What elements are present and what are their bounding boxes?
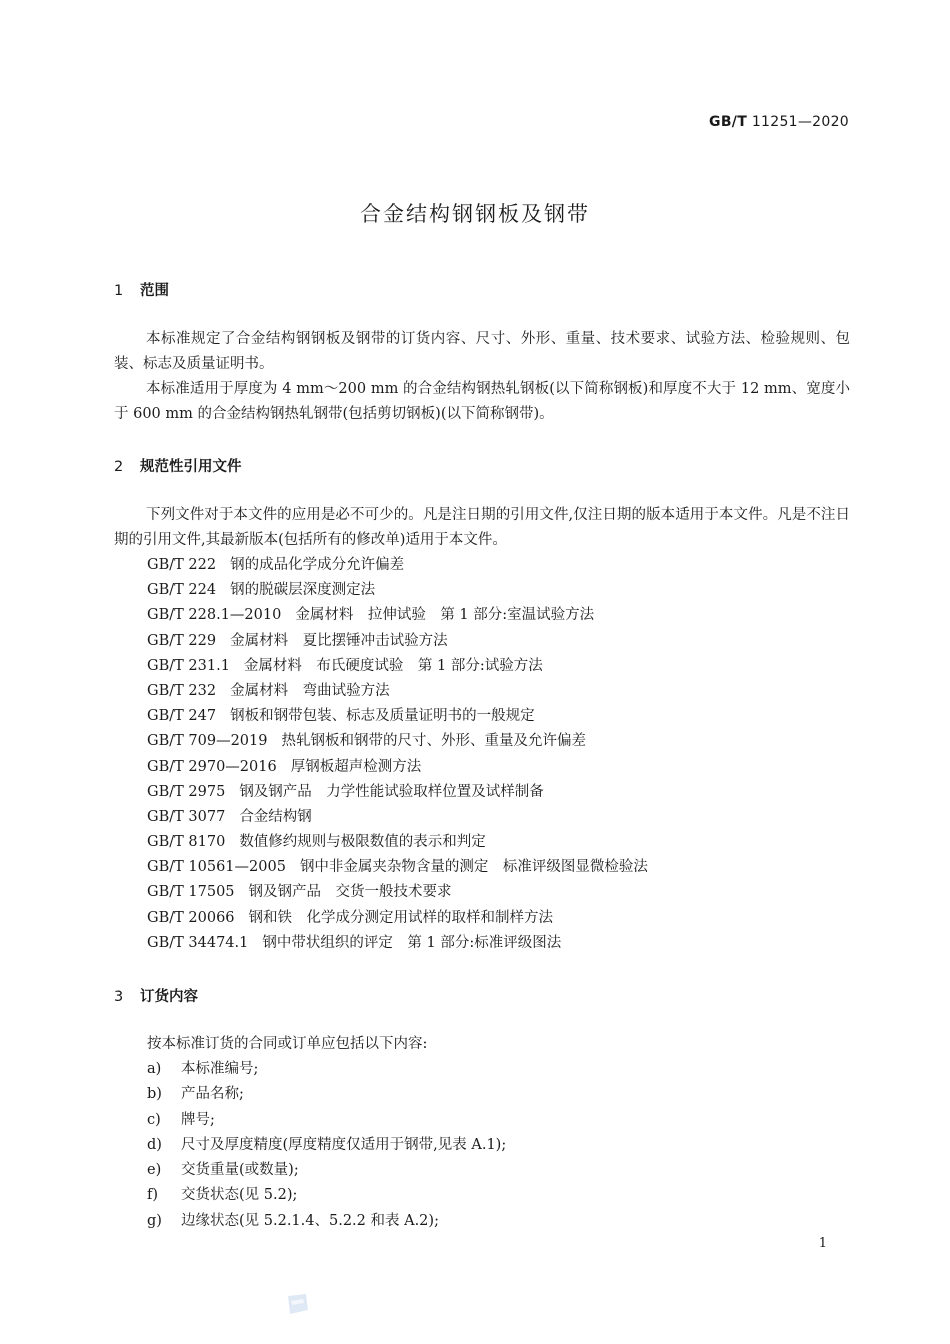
list-marker: e): [147, 1162, 162, 1179]
reference-item: [147, 553, 648, 578]
list-item: [147, 1082, 506, 1107]
reference-code: GB/T 229: [147, 632, 217, 649]
reference-title: 厚钢板超声检测方法: [290, 758, 422, 775]
section-3-heading: [114, 985, 198, 1006]
section-1-heading: [114, 279, 169, 300]
reference-code: GB/T 8170: [147, 834, 226, 851]
reference-code: GB/T 228.1—2010: [147, 607, 282, 624]
standard-code: [709, 114, 849, 130]
order-content-list: [147, 1057, 506, 1234]
reference-item: [147, 729, 648, 754]
reference-title: 钢中非金属夹杂物含量的测定 标准评级图显微检验法: [299, 859, 648, 876]
reference-item: [147, 755, 648, 780]
list-marker: a): [147, 1061, 162, 1077]
reference-code: GB/T 2970—2016: [147, 758, 277, 775]
section-number: 3: [114, 989, 124, 1005]
list-marker: d): [147, 1136, 162, 1153]
reference-code: GB/T 709—2019: [147, 733, 268, 750]
reference-title: 金属材料 弯曲试验方法: [230, 682, 390, 699]
standard-prefix: GB/T: [709, 114, 748, 130]
section-2-intro: 下列文件对于本文件的应用是必不可少的。凡是注日期的引用文件,仅注日期的版本适用于本文件。凡是不注日期的引用文件,其最新版本(包括所有的修改单)适用于本文件。: [114, 507, 850, 548]
page-number: 1: [818, 1236, 827, 1251]
reference-item: [147, 578, 648, 603]
reference-title: 热轧钢板和钢带的尺寸、外形、重量及允许偏差: [281, 733, 586, 750]
list-text: 交货重量(或数量);: [181, 1162, 299, 1179]
section-number: 1: [114, 283, 124, 299]
reference-item: [147, 880, 648, 905]
list-text: 产品名称;: [181, 1086, 244, 1103]
section-2-heading: [114, 455, 242, 476]
reference-code: GB/T 10561—2005: [147, 859, 286, 876]
list-item: [147, 1108, 506, 1133]
section-1-paragraph-2: 本标准适用于厚度为 4 mm～200 mm 的合金结构钢热轧钢板(以下简称钢板)和厚度不大于 12 mm、宽度小于 600 mm 的合金结构钢热轧钢带(包括剪切钢板)(以下简称钢带)。: [114, 381, 850, 422]
reference-item: [147, 906, 648, 931]
reference-title: 钢中带状组织的评定 第 1 部分:标准评级图法: [262, 934, 562, 951]
section-number: 2: [114, 459, 124, 475]
reference-item: [147, 679, 648, 704]
reference-item: [147, 805, 648, 830]
reference-title: 钢及钢产品 力学性能试验取样位置及试样制备: [239, 783, 544, 800]
reference-code: GB/T 34474.1: [147, 934, 249, 951]
reference-title: 合金结构钢: [239, 808, 312, 825]
section-title: 订货内容: [140, 989, 198, 1005]
reference-title: 金属材料 布氏硬度试验 第 1 部分:试验方法: [243, 657, 543, 674]
reference-title: 钢及钢产品 交货一般技术要求: [248, 884, 452, 901]
reference-code: GB/T 247: [147, 708, 217, 725]
reference-code: GB/T 2975: [147, 783, 226, 800]
list-text: 本标准编号;: [181, 1061, 259, 1077]
list-marker: g): [147, 1212, 162, 1229]
reference-code: GB/T 224: [147, 582, 217, 599]
list-item: [147, 1057, 506, 1082]
list-text: 边缘状态(见 5.2.1.4、5.2.2 和表 A.2);: [181, 1212, 439, 1229]
standard-number: 11251—2020: [751, 114, 849, 130]
list-text: 尺寸及厚度精度(厚度精度仅适用于钢带,见表 A.1);: [181, 1136, 507, 1153]
reference-item: [147, 654, 648, 679]
list-item: [147, 1183, 506, 1208]
reference-item: [147, 780, 648, 805]
list-marker: c): [147, 1111, 161, 1128]
reference-code: GB/T 232: [147, 682, 217, 699]
reference-code: GB/T 222: [147, 557, 217, 573]
list-text: 牌号;: [181, 1111, 215, 1128]
list-item: [147, 1133, 506, 1158]
reference-title: 钢的脱碳层深度测定法: [230, 582, 376, 599]
normative-references-list: [147, 553, 648, 956]
reference-title: 数值修约规则与极限数值的表示和判定: [239, 834, 486, 851]
reference-item: [147, 704, 648, 729]
section-1-paragraph-1: 本标准规定了合金结构钢钢板及钢带的订货内容、尺寸、外形、重量、技术要求、试验方法、检验规则、包装、标志及质量证明书。: [114, 331, 850, 372]
section-title: 范围: [140, 283, 169, 299]
reference-code: GB/T 17505: [147, 884, 235, 901]
reference-item: [147, 603, 648, 628]
list-text: 交货状态(见 5.2);: [181, 1187, 298, 1204]
reference-item: [147, 830, 648, 855]
reference-title: 金属材料 拉伸试验 第 1 部分:室温试验方法: [295, 607, 595, 624]
reference-item: [147, 931, 648, 956]
reference-title: 金属材料 夏比摆锤冲击试验方法: [230, 632, 448, 649]
list-item: [147, 1158, 506, 1183]
section-3-intro: 按本标准订货的合同或订单应包括以下内容:: [147, 1036, 428, 1052]
reference-code: GB/T 20066: [147, 909, 235, 926]
list-marker: f): [147, 1187, 159, 1204]
section-title: 规范性引用文件: [140, 459, 242, 475]
reference-title: 钢和铁 化学成分测定用试样的取样和制样方法: [248, 909, 554, 926]
list-marker: b): [147, 1086, 162, 1103]
document-title: 合金结构钢钢板及钢带: [360, 202, 590, 226]
sac-logo-icon: [284, 1292, 310, 1316]
reference-code: GB/T 231.1: [147, 657, 230, 674]
reference-title: 钢的成品化学成分允许偏差: [230, 557, 405, 573]
reference-item: [147, 629, 648, 654]
reference-item: [147, 855, 648, 880]
list-item: [147, 1209, 506, 1234]
reference-code: GB/T 3077: [147, 808, 226, 825]
reference-title: 钢板和钢带包装、标志及质量证明书的一般规定: [230, 708, 535, 725]
